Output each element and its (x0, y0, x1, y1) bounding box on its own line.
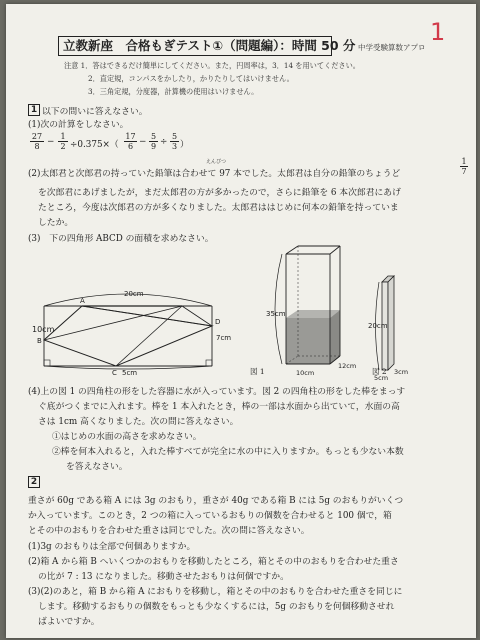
section-1-number: 1 (28, 104, 40, 116)
q4-sub-2: ②棒を何本入れると，入れた棒すべてが完全に水の中に入りますか。もっとも少ない本数 (52, 447, 404, 457)
minus-sign-2: − (139, 137, 147, 147)
figure-1-container (264, 244, 364, 378)
frac-1-2: $\frac{1}{2}$ (58, 132, 68, 151)
note-line-1: 注意 1．答はできるだけ簡単にしてください。また，円周率は，3．14 を用いてください。 (64, 61, 360, 70)
label-fig1-10cm: 10cm (296, 369, 315, 377)
label-10cm: 10cm (32, 325, 55, 334)
label-20cm: 20cm (124, 290, 144, 298)
figure-1-caption: 図 1 (250, 367, 265, 376)
ruby-enpitsu: えんぴつ (206, 159, 227, 165)
q4-sub-1: ①はじめの水面の高さを求めなさい。 (52, 432, 202, 442)
s2-q2-line-1: (2)箱 A から箱 B へいくつかのおもりを移動したところ，箱とその中のおもりを合わせた重さ (28, 557, 399, 567)
q2-line-2: を次郎君にあげましたが，まだ太郎君の方が多かったので，さらに鉛筆を 6 本次郎君にあげ (38, 188, 401, 198)
label-20cm: 20cm (368, 322, 388, 330)
frac-5-3: $\frac{5}{3}$ (171, 132, 178, 151)
section-1-intro: 以下の問いに答えなさい。 (42, 107, 148, 117)
q3-label: (3) 下の四角形 ABCD の面積を求めなさい。 (28, 234, 214, 244)
frac-1-7: $\frac{1}{7}$ (461, 157, 467, 176)
vertex-d: D (215, 318, 221, 326)
s2-line-3: とその中のおもりを合わせた重さは同じでした。次の問に答えなさい。 (28, 526, 310, 536)
s2-q3-line-3: ばよいですか。 (38, 617, 100, 627)
minus-sign: − (47, 137, 55, 147)
close-paren: ） (180, 140, 189, 150)
section-2-number: 2 (28, 476, 40, 488)
vertex-b: B (37, 337, 42, 345)
label-5cm: 5cm (122, 369, 138, 377)
label-3cm: 3cm (394, 368, 409, 376)
q2-line-3: たところ，今度は次郎君の方が多くなりました。太郎君ははじめに何本の鉛筆を持っていま (38, 203, 399, 213)
quadrilateral-figure (32, 280, 232, 377)
brand-label: 中学受験算数アプロ (358, 43, 426, 52)
note-line-2: 2．直定規，コンパスをかしたり，かりたりしてはいけません。 (88, 74, 294, 83)
frac-27-8: $\frac{27}{8}$ (31, 132, 43, 151)
s2-line-2: か入っています。このとき，2 つの箱に入っているおもりの個数を合わせると 100 個で，箱 (28, 511, 392, 521)
frac-17-6: $\frac{17}{6}$ (125, 132, 136, 151)
q4-line-3: さは 1cm 高くなりました。次の問に答えなさい。 (38, 417, 239, 427)
s2-q1: (1)3g のおもりは全部で何個ありますか。 (28, 542, 196, 552)
q1-label: (1)次の計算をしなさい。 (28, 120, 129, 130)
vertex-c: C (112, 369, 117, 377)
q2-line-4: したか。 (38, 218, 74, 228)
s2-line-1: 重さが 60g である箱 A には 3g のおもり，重さが 40g である箱 B には 5g のおもりがいくつ (28, 496, 404, 506)
q4-line-2: ぐ底がつくまでに入れます。棒を 1 本入れたとき，棒の一部は水面から出ていて，水面の高 (38, 402, 400, 412)
frac-5-9: $\frac{5}{9}$ (150, 132, 157, 151)
figure-2-caption: 図 2 (372, 367, 387, 376)
page-title: 立教新座 合格もぎテスト①（問題編）：時間 50 分 (58, 36, 332, 56)
div-0375: ÷0.375×（ (70, 140, 119, 150)
q4-line-1: (4)上の図 1 の四角柱の形をした容器に水が入っています。図 2 の四角柱の形をした棒をまっす (28, 387, 406, 397)
page-number: 1 (430, 18, 446, 46)
s2-q3-line-2: します。移動するおもりの個数をもっとも少なくするには，5g のおもりを何個移動させれ (38, 602, 395, 612)
s2-q2-line-2: の比が 7 : 13 になりました。移動させたおもりは何個ですか。 (38, 572, 289, 582)
label-35cm: 35cm (266, 310, 286, 318)
note-line-3: 3．三角定規，分度器，計算機の使用はいけません。 (88, 87, 259, 96)
exam-sheet (6, 4, 476, 638)
label-5cm-rod: 5cm (374, 374, 389, 382)
q2-line-1: (2)太郎君と次郎君の持っていた鉛筆は合わせて 97 本でした。太郎君は自分の鉛筆のちょうど (28, 169, 401, 179)
label-7cm: 7cm (216, 334, 232, 342)
s2-q3-line-1: (3)(2)のあと，箱 B から箱 A におもりを移動し，箱とその中のおもりを合わせた重さを同じに (28, 587, 403, 597)
vertex-a: A (80, 297, 85, 305)
label-12cm: 12cm (338, 362, 357, 370)
q4-sub-2-cont: を答えなさい。 (66, 462, 128, 472)
div-sign: ÷ (160, 137, 168, 147)
